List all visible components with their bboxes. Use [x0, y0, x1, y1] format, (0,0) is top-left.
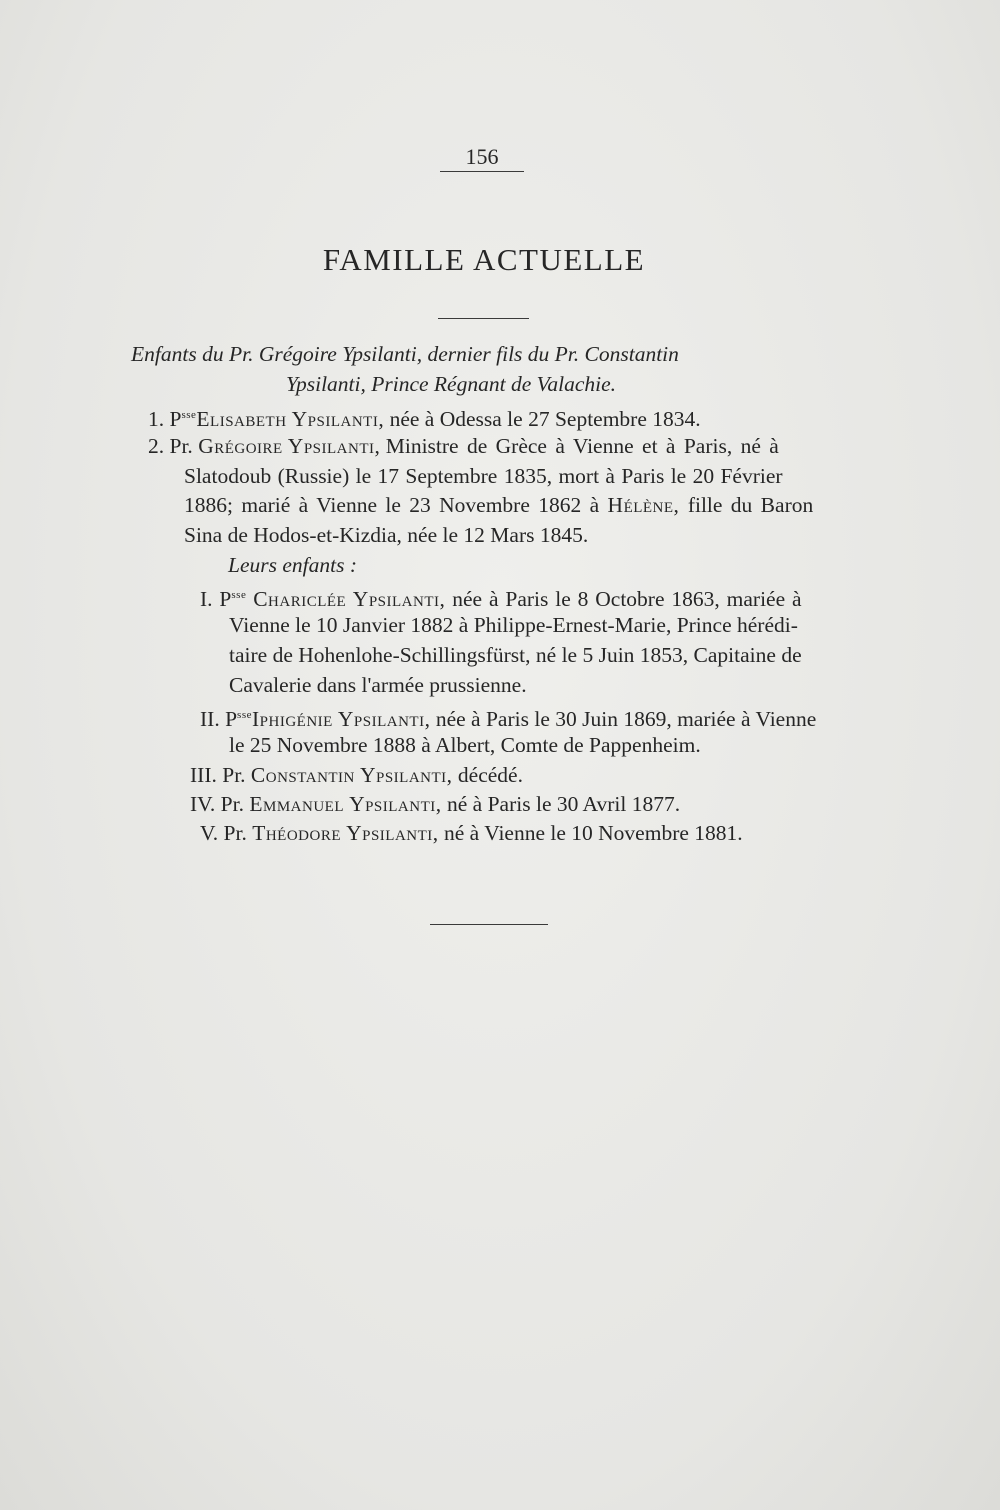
entry-2-number: 2.: [148, 434, 165, 458]
child-3-text: décédé.: [452, 763, 523, 787]
entry-2-name: Grégoire Ypsilanti,: [198, 434, 381, 458]
child-1-title-sup: sse: [231, 589, 247, 601]
child-4-text: né à Paris le 30 Avril 1877.: [441, 792, 681, 816]
entry-2-text-3b: fille du Baron: [679, 493, 814, 517]
child-2-name: Iphigénie Ypsilanti,: [252, 707, 431, 731]
entry-1-title-sup: sse: [181, 409, 197, 421]
child-2-line-2: le 25 Novembre 1888 à Albert, Comte de Pappenheim.: [229, 733, 701, 757]
child-4-name: Emmanuel Ypsilanti,: [249, 792, 442, 816]
child-3-number: III.: [190, 763, 217, 787]
child-4-number: IV.: [190, 792, 216, 816]
child-5: [200, 818, 743, 848]
entry-2-line-4: Sina de Hodos-et-Kizdia, née le 12 Mars 1845.: [184, 523, 589, 547]
child-4: [190, 789, 680, 819]
child-5-text: né à Vienne le 10 Novembre 1881.: [438, 821, 743, 845]
entry-2-line-2: Slatodoub (Russie) le 17 Septembre 1835, mort à Paris le 20 Février: [184, 464, 783, 488]
child-1-line-4: Cavalerie dans l'armée prussienne.: [229, 673, 527, 697]
entry-1-number: 1.: [148, 407, 165, 431]
child-1-title-letter: P: [219, 587, 232, 611]
child-5-name: Théodore Ypsilanti,: [252, 821, 439, 845]
child-3: [190, 760, 523, 790]
title-rule: [438, 318, 529, 319]
intro-line-2: Ypsilanti, Prince Régnant de Valachie.: [286, 372, 617, 396]
child-2-title-sup: sse: [237, 709, 252, 721]
children-heading: Leurs enfants :: [228, 553, 357, 577]
child-2-title: [225, 707, 252, 731]
intro-line-1: Enfants du Pr. Grégoire Ypsilanti, dernier fils du Pr. Constantin: [131, 342, 679, 366]
entry-1: [148, 400, 701, 434]
entry-2-spouse-name: Hélène,: [607, 493, 680, 517]
child-4-title: Pr.: [220, 792, 244, 816]
child-1-text-1: née à Paris le 8 Octobre 1863, mariée à: [445, 587, 802, 611]
entry-2-line-3: [184, 490, 813, 520]
child-5-number: V.: [200, 821, 219, 845]
child-3-title: Pr.: [222, 763, 246, 787]
entry-1-title: [170, 407, 197, 431]
child-2-text-1: née à Paris le 30 Juin 1869, mariée à Vienne: [430, 707, 817, 731]
child-3-name: Constantin Ypsilanti,: [250, 763, 453, 787]
child-5-title: Pr.: [223, 821, 247, 845]
child-2-number: II.: [200, 707, 220, 731]
end-rule: [430, 924, 548, 925]
child-2-title-letter: P: [225, 707, 238, 731]
page-number: 156: [465, 144, 499, 169]
entry-2-text-3: 1886; marié à Vienne le 23 Novembre 1862 à: [184, 493, 608, 517]
entry-1-title-letter: P: [169, 407, 182, 431]
entry-1-name: Elisabeth Ypsilanti,: [196, 407, 385, 431]
entry-1-text: née à Odessa le 27 Septembre 1834.: [384, 407, 701, 431]
child-1-number: I.: [200, 587, 213, 611]
child-1-title: [219, 587, 246, 611]
child-1-name: Chariclée Ypsilanti,: [253, 587, 446, 611]
child-1-line-1: [200, 580, 802, 614]
chapter-title: [0, 240, 1000, 280]
entry-2-line-1: [148, 431, 779, 461]
child-1-line-3: taire de Hohenlohe-Schillingsfürst, né le 5 Juin 1853, Capitaine de: [229, 643, 802, 667]
child-1-line-2: Vienne le 10 Janvier 1882 à Philippe-Ernest-Marie, Prince hérédi-: [229, 613, 798, 637]
entry-2-title: Pr.: [169, 434, 193, 458]
page-number-rule: [440, 171, 524, 172]
entry-2-text-1: Ministre de Grèce à Vienne et à Paris, né à: [385, 434, 779, 458]
chapter-title-text: FAMILLE ACTUELLE: [322, 242, 646, 277]
child-2-line-1: [200, 700, 816, 734]
